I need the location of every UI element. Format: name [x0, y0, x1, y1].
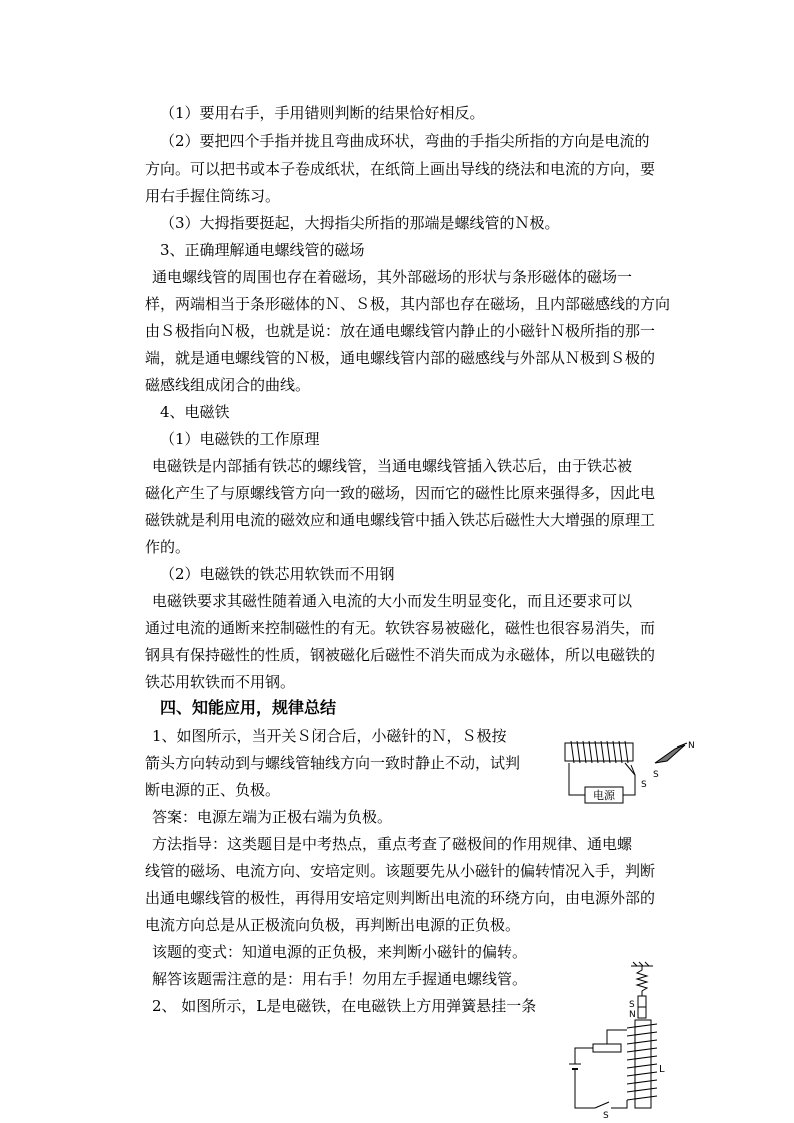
text-line: （2）要把四个手指并拢且弯曲成环状，弯曲的手指尖所指的方向是电流的 [160, 132, 650, 150]
spring [637, 966, 647, 996]
coil-l-label: L [659, 1064, 665, 1075]
text-line: 钢具有保持磁性的性质，钢被磁化后磁性不消失而成为永磁体，所以电磁铁的 [145, 646, 656, 664]
text-line: 磁化产生了与原螺线管方向一致的磁场，因而它的磁性比原来强得多，因此电 [145, 484, 656, 502]
text-line: 磁铁就是利用电流的磁效应和通电螺线管中插入铁芯后磁性大大增强的原理工 [145, 511, 656, 529]
solenoid-circuit-figure [555, 735, 720, 815]
question-text: 2、 如图所示，L是电磁铁，在电磁铁上方用弹簧悬挂一条 [152, 997, 537, 1015]
power-source-label: 电源 [593, 789, 615, 802]
text-line: 电磁铁要求其磁性随着通入电流的大小而发生明显变化，而且还要求可以 [152, 592, 633, 610]
text-line: （1）要用右手，手用错则判断的结果恰好相反。 [160, 104, 485, 122]
text-line: 该题的变式：知道电源的正负极，来判断小磁针的偏转。 [152, 943, 528, 961]
text-line: 电流方向总是从正极流向负极，再判断出电源的正负极。 [145, 916, 521, 934]
text-line: 端，就是通电螺线管的Ｎ极，通电螺线管内部的磁感线与外部从Ｎ极到Ｓ极的 [145, 349, 656, 367]
section-title: 3、正确理解通电螺线管的磁场 [160, 241, 365, 259]
text-line: 样，两端相当于条形磁体的Ｎ、Ｓ极，其内部也存在磁场，且内部磁感线的方向 [145, 295, 671, 313]
text-line: 方向。可以把书或本子卷成纸状，在纸筒上画出导线的绕法和电流的方向，要 [145, 160, 656, 178]
subsection-title: （2）电磁铁的铁芯用软铁而不用钢 [160, 565, 395, 583]
magnet-s-label: S [629, 1000, 635, 1010]
rheostat [593, 1044, 621, 1052]
text-line: 解答该题需注意的是：用右手！勿用左手握通电螺线管。 [152, 970, 528, 988]
text-line: 铁芯用软铁而不用钢。 [145, 673, 296, 691]
text-line: 作的。 [145, 538, 191, 556]
needle-n-label: N [688, 741, 695, 751]
section-title: 4、电磁铁 [160, 403, 230, 421]
text-line: 通电螺线管的周围也存在着磁场，其外部磁场的形状与条形磁体的磁场一 [152, 268, 633, 286]
question-text: 箭头方向转动到与螺线管轴线方向一致时静止不动，试判 [145, 754, 521, 772]
question-text: 1、如图所示，当开关Ｓ闭合后，小磁针的Ｎ，Ｓ极按 [152, 727, 507, 745]
text-line: 由Ｓ极指向Ｎ极，也就是说：放在通电螺线管内静止的小磁针Ｎ极所指的那一 [145, 322, 656, 340]
needle-s-label: S [653, 770, 659, 780]
section-heading: 四、知能应用，规律总结 [160, 698, 337, 717]
text-line: 磁感线组成闭合的曲线。 [145, 376, 311, 394]
text-line: 用右手握住筒练习。 [145, 187, 281, 205]
subsection-title: （1）电磁铁的工作原理 [160, 430, 320, 448]
text-line: 电磁铁是内部插有铁芯的螺线管，当通电螺线管插入铁芯后，由于铁芯被 [152, 457, 633, 475]
text-line: 通过电流的通断来控制磁性的有无。软铁容易被磁化，磁性也很容易消失，而 [145, 619, 656, 637]
question-text: 断电源的正、负极。 [145, 781, 281, 799]
text-line: 出通电螺线管的极性，再得用安培定则判断出电流的环绕方向，由电源外部的 [145, 889, 656, 907]
electromagnet-figure [565, 960, 675, 1120]
switch-label: S [641, 780, 647, 790]
text-line: （3）大拇指要挺起，大拇指尖所指的那端是螺线管的Ｎ极。 [160, 214, 560, 232]
text-line: 线管的磁场、电流方向、安培定则。该题要先从小磁针的偏转情况入手，判断 [145, 862, 656, 880]
text-line: 方法指导：这类题目是中考热点，重点考查了磁极间的作用规律、通电螺 [152, 835, 633, 853]
compass-needle [655, 745, 685, 763]
switch-s-label: S [603, 1111, 609, 1120]
magnet-n-label: N [629, 1010, 636, 1020]
answer-text: 答案：电源左端为正极右端为负极。 [152, 808, 393, 826]
